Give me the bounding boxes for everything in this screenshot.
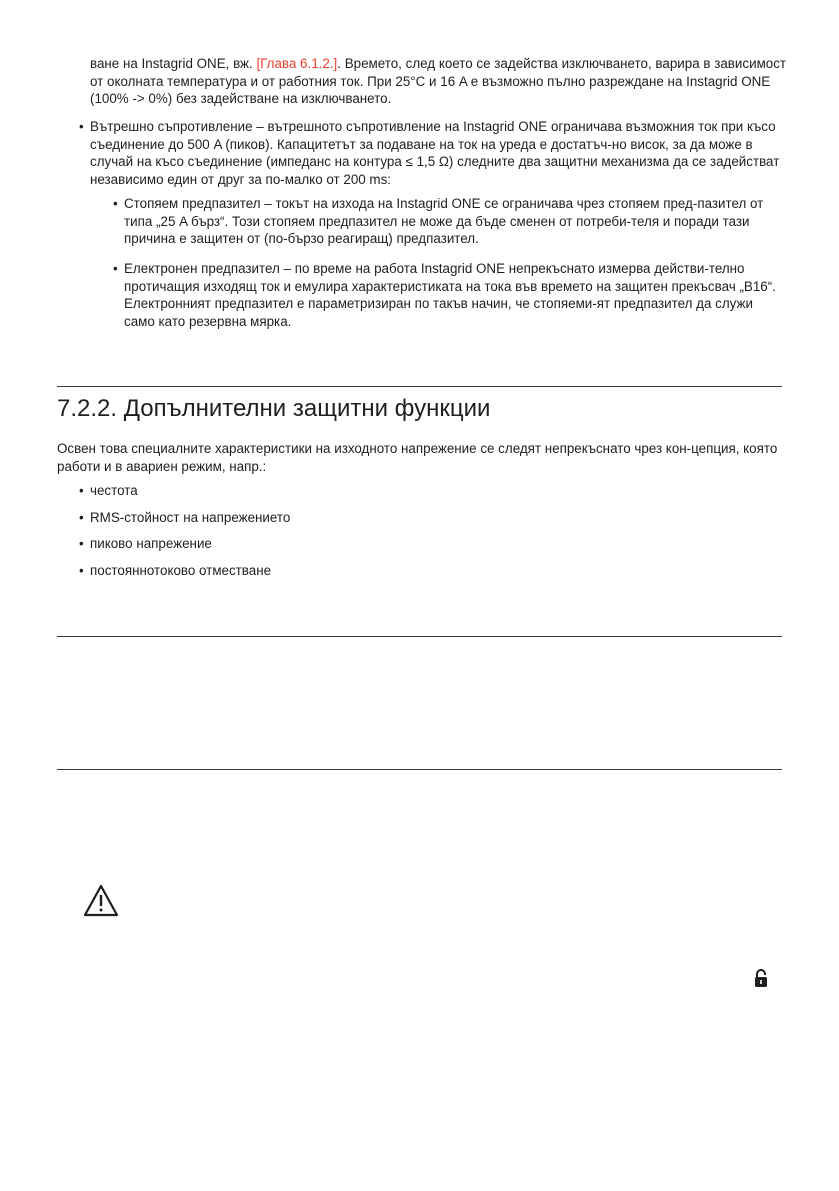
- bullet-glyph: •: [79, 510, 84, 525]
- padlock-icon: [753, 968, 769, 988]
- list-item-internal-resistance: [79, 118, 785, 188]
- sub-list-item-electronic-fuse: [113, 260, 784, 330]
- divider-lower-2: [57, 769, 782, 770]
- intro-text-after-link: . Времето, след което се задейства изключването, варира в зависимост от околната температура и от работния ток. При 25°C и 16 A е възможно пълно разреждане на Instagrid ONE (100% -> 0%) без задействане на изключването.: [90, 56, 787, 107]
- bullet-glyph: •: [79, 119, 84, 134]
- list-item-text: постояннотоково отместване: [90, 563, 272, 578]
- sub-list-item-fuse: [113, 195, 784, 248]
- warning-triangle-icon: [83, 884, 119, 918]
- bullet-glyph: •: [79, 563, 84, 578]
- list-item-text: честота: [90, 483, 138, 498]
- intro-text-before-link: ване на Instagrid ONE, вж.: [90, 56, 257, 71]
- list-item-text: пиково напрежение: [90, 536, 212, 551]
- list-item-peak-voltage: [79, 535, 690, 553]
- section-heading: 7.2.2. Допълнителни защитни функции: [57, 395, 491, 422]
- list-item-rms: [79, 509, 690, 527]
- list-item-frequency: [79, 482, 690, 500]
- list-item-dc-offset: [79, 562, 690, 580]
- chapter-link[interactable]: [Глава 6.1.2.]: [256, 56, 338, 71]
- section-body: Освен това специалните характеристики на изходното напрежение се следят непрекъснато чрез кон-цепция, която работи и в авариен режим, напр.:: [57, 441, 778, 474]
- bullet-glyph: •: [79, 536, 84, 551]
- list-item-text: RMS-стойност на напрежението: [90, 510, 291, 525]
- bullet-glyph: •: [113, 261, 118, 276]
- list-item-text: Вътрешно съпротивление – вътрешното съпротивление на Instagrid ONE ограничава възможния ток при късо съединение до 500 A (пиков). Капацитетът за подаване на ток на уреда е достатъч-но висок, за да може в случай на късо съединение (импеданс на контура ≤ 1,5 Ω) следните два защитни механизма да се задействат независимо един от друг за по-малко от 200 ms:: [90, 119, 780, 187]
- sub-list-item-text: Стопяем предпазител – токът на изхода на Instagrid ONE се ограничава чрез стопяем пред-пазител от типа „25 A бърз“. Този стопяем предпазител не може да бъде сменен от потреби-теля и поради тази причина е защитен от (по-бързо реагиращ) предпазител.: [124, 196, 764, 247]
- sub-list-item-text: Електронен предпазител – по време на работа Instagrid ONE непрекъснато измерва действи-телно протичащия изходящ ток и емулира характеристиката на тока във времето на защитен прекъсвач „B16“. Електронният предпазител е параметризиран по такъв начин, че стопяеми-ят предпазител да служи само като резервна мярка.: [124, 261, 776, 329]
- divider-lower-1: [57, 636, 782, 637]
- bullet-glyph: •: [79, 483, 84, 498]
- bullet-glyph: •: [113, 196, 118, 211]
- intro-paragraph: [90, 55, 790, 108]
- section-divider: [57, 386, 782, 387]
